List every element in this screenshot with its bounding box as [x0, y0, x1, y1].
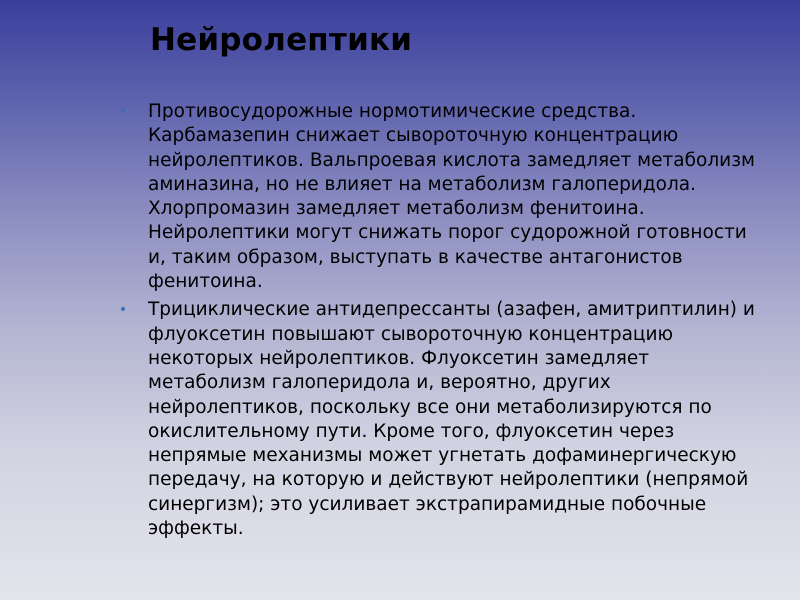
slide-title: Нейролептики [150, 22, 413, 58]
bullet-text: Трициклические антидепрессанты (азафен, амитриптилин) и флуоксетин повышают сывороточную концентрацию некоторых нейролептиков. Флуоксетин замедляет метаболизм галоперидола и, вероятно, других нейролептиков, поскольку все они метаболизируются по окислительному пути. Кроме того, флуоксетин через непрямые механизмы может угнетать дофаминергическую передачу, на которую и действуют нейролептики (непрямой синергизм); это усиливает экстрапирамидные побочные эффекты. [148, 299, 755, 540]
bullet-list [116, 100, 756, 545]
bullet-dot-icon: • [118, 302, 128, 319]
bullet-dot-icon: • [118, 104, 128, 120]
bullet-item [116, 298, 756, 541]
bullet-text: Противосудорожные нормотимические средства. Карбамазепин снижает сывороточную концентрацию нейролептиков. Вальпроевая кислота замедляет метаболизм аминазина, но не влияет на метаболизм галоперидола. Хлорпромазин замедляет метаболизм фенитоина. Нейролептики могут снижать порог судорожной готовности и, таким образом, выступать в качестве антагонистов фенитоина. [148, 101, 755, 293]
bullet-item [116, 100, 756, 294]
